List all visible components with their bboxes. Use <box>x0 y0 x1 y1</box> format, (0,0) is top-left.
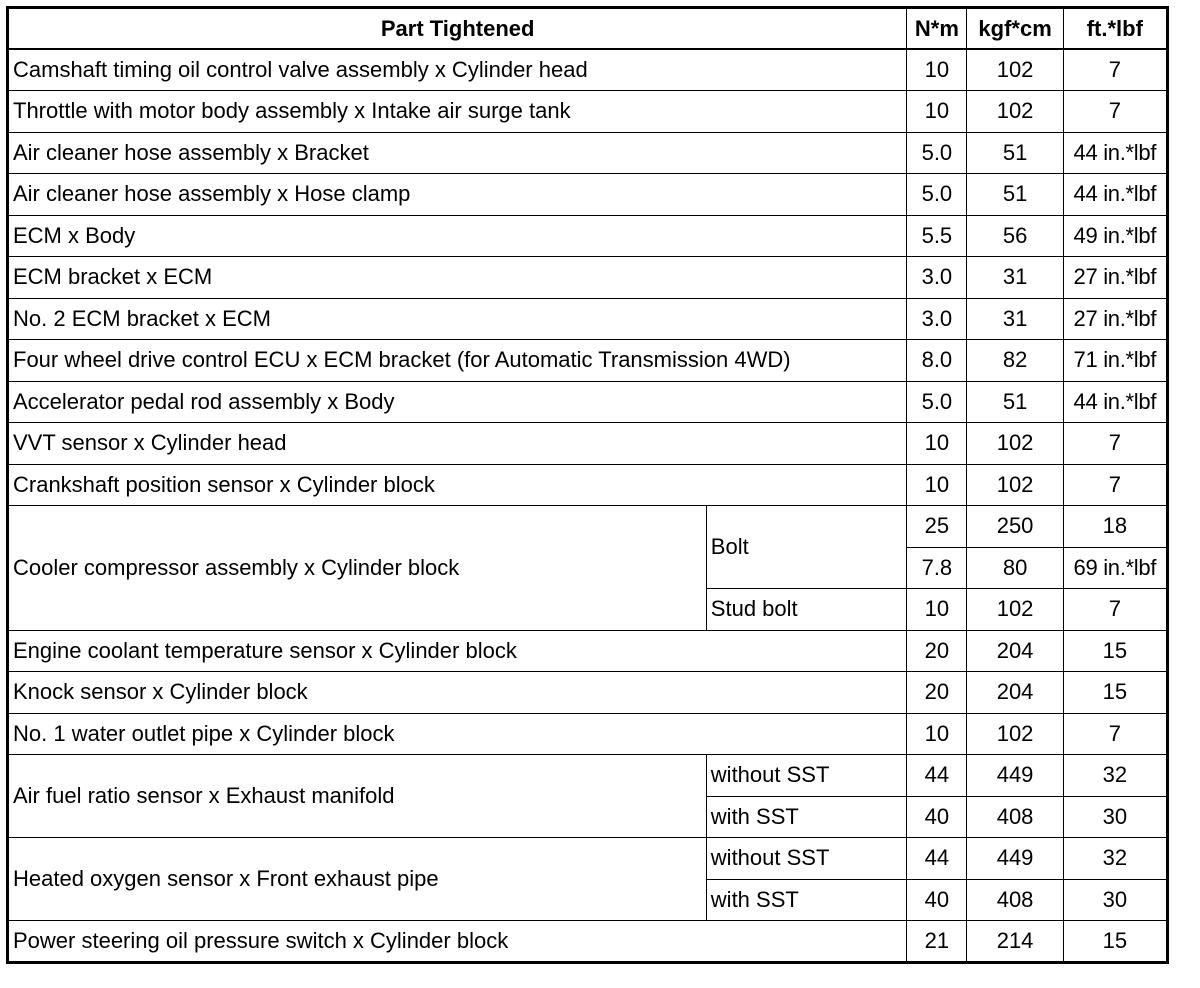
condition-cell: Stud bolt <box>706 589 907 631</box>
table-row <box>8 464 1168 506</box>
part-cell: ECM x Body <box>8 215 907 257</box>
kgf-cell: 102 <box>967 589 1063 631</box>
part-cell: Four wheel drive control ECU x ECM bracket (for Automatic Transmission 4WD) <box>8 340 907 382</box>
table-row <box>8 755 1168 797</box>
nm-cell: 7.8 <box>907 547 967 589</box>
nm-cell: 40 <box>907 796 967 838</box>
part-cell: Camshaft timing oil control valve assembly x Cylinder head <box>8 49 907 91</box>
header-nm: N*m <box>907 8 967 50</box>
kgf-cell: 449 <box>967 755 1063 797</box>
kgf-cell: 56 <box>967 215 1063 257</box>
ftlbf-cell: 32 <box>1063 755 1167 797</box>
part-cell: No. 1 water outlet pipe x Cylinder block <box>8 713 907 755</box>
kgf-cell: 204 <box>967 630 1063 672</box>
part-cell: Heated oxygen sensor x Front exhaust pipe <box>8 838 707 921</box>
condition-cell: without SST <box>706 838 907 880</box>
table-row <box>8 91 1168 133</box>
condition-cell: with SST <box>706 879 907 921</box>
kgf-cell: 51 <box>967 132 1063 174</box>
ftlbf-cell: 7 <box>1063 464 1167 506</box>
kgf-cell: 31 <box>967 257 1063 299</box>
torque-spec-table <box>6 6 1169 964</box>
header-row <box>8 8 1168 50</box>
ftlbf-cell: 30 <box>1063 796 1167 838</box>
nm-cell: 25 <box>907 506 967 548</box>
part-cell: VVT sensor x Cylinder head <box>8 423 907 465</box>
ftlbf-cell: 15 <box>1063 630 1167 672</box>
ftlbf-cell: 44 in.*lbf <box>1063 174 1167 216</box>
nm-cell: 20 <box>907 630 967 672</box>
header-ft-lbf: ft.*lbf <box>1063 8 1167 50</box>
table-row <box>8 838 1168 880</box>
ftlbf-cell: 7 <box>1063 589 1167 631</box>
kgf-cell: 250 <box>967 506 1063 548</box>
kgf-cell: 102 <box>967 423 1063 465</box>
kgf-cell: 408 <box>967 879 1063 921</box>
kgf-cell: 449 <box>967 838 1063 880</box>
part-cell: Air fuel ratio sensor x Exhaust manifold <box>8 755 707 838</box>
table-row <box>8 672 1168 714</box>
nm-cell: 10 <box>907 423 967 465</box>
ftlbf-cell: 44 in.*lbf <box>1063 381 1167 423</box>
part-cell: Cooler compressor assembly x Cylinder block <box>8 506 707 631</box>
nm-cell: 10 <box>907 589 967 631</box>
part-cell: Air cleaner hose assembly x Hose clamp <box>8 174 907 216</box>
nm-cell: 10 <box>907 713 967 755</box>
table-row <box>8 298 1168 340</box>
table-row <box>8 49 1168 91</box>
ftlbf-cell: 71 in.*lbf <box>1063 340 1167 382</box>
ftlbf-cell: 18 <box>1063 506 1167 548</box>
nm-cell: 5.0 <box>907 174 967 216</box>
nm-cell: 5.0 <box>907 132 967 174</box>
kgf-cell: 204 <box>967 672 1063 714</box>
nm-cell: 8.0 <box>907 340 967 382</box>
kgf-cell: 80 <box>967 547 1063 589</box>
nm-cell: 44 <box>907 838 967 880</box>
kgf-cell: 102 <box>967 713 1063 755</box>
table-row <box>8 215 1168 257</box>
part-cell: Throttle with motor body assembly x Intake air surge tank <box>8 91 907 133</box>
ftlbf-cell: 7 <box>1063 423 1167 465</box>
table-row <box>8 381 1168 423</box>
nm-cell: 10 <box>907 464 967 506</box>
nm-cell: 3.0 <box>907 257 967 299</box>
ftlbf-cell: 32 <box>1063 838 1167 880</box>
table-row <box>8 713 1168 755</box>
table-row <box>8 257 1168 299</box>
header-part-tightened: Part Tightened <box>8 8 907 50</box>
ftlbf-cell: 7 <box>1063 713 1167 755</box>
part-cell: Engine coolant temperature sensor x Cylinder block <box>8 630 907 672</box>
ftlbf-cell: 49 in.*lbf <box>1063 215 1167 257</box>
table-row <box>8 174 1168 216</box>
table-row <box>8 921 1168 963</box>
part-cell: No. 2 ECM bracket x ECM <box>8 298 907 340</box>
kgf-cell: 102 <box>967 91 1063 133</box>
ftlbf-cell: 69 in.*lbf <box>1063 547 1167 589</box>
ftlbf-cell: 27 in.*lbf <box>1063 298 1167 340</box>
nm-cell: 44 <box>907 755 967 797</box>
ftlbf-cell: 7 <box>1063 91 1167 133</box>
nm-cell: 20 <box>907 672 967 714</box>
part-cell: Crankshaft position sensor x Cylinder block <box>8 464 907 506</box>
kgf-cell: 102 <box>967 464 1063 506</box>
table-row <box>8 506 1168 548</box>
kgf-cell: 408 <box>967 796 1063 838</box>
condition-cell: Bolt <box>706 506 907 589</box>
nm-cell: 40 <box>907 879 967 921</box>
kgf-cell: 51 <box>967 174 1063 216</box>
part-cell: Knock sensor x Cylinder block <box>8 672 907 714</box>
nm-cell: 3.0 <box>907 298 967 340</box>
condition-cell: with SST <box>706 796 907 838</box>
part-cell: Air cleaner hose assembly x Bracket <box>8 132 907 174</box>
kgf-cell: 214 <box>967 921 1063 963</box>
ftlbf-cell: 44 in.*lbf <box>1063 132 1167 174</box>
nm-cell: 10 <box>907 49 967 91</box>
nm-cell: 5.0 <box>907 381 967 423</box>
part-cell: ECM bracket x ECM <box>8 257 907 299</box>
kgf-cell: 31 <box>967 298 1063 340</box>
nm-cell: 21 <box>907 921 967 963</box>
nm-cell: 10 <box>907 91 967 133</box>
ftlbf-cell: 27 in.*lbf <box>1063 257 1167 299</box>
table-row <box>8 630 1168 672</box>
table-row <box>8 132 1168 174</box>
kgf-cell: 102 <box>967 49 1063 91</box>
condition-cell: without SST <box>706 755 907 797</box>
nm-cell: 5.5 <box>907 215 967 257</box>
part-cell: Accelerator pedal rod assembly x Body <box>8 381 907 423</box>
header-kgf-cm: kgf*cm <box>967 8 1063 50</box>
kgf-cell: 51 <box>967 381 1063 423</box>
table-row <box>8 423 1168 465</box>
table-row <box>8 340 1168 382</box>
ftlbf-cell: 7 <box>1063 49 1167 91</box>
kgf-cell: 82 <box>967 340 1063 382</box>
ftlbf-cell: 30 <box>1063 879 1167 921</box>
ftlbf-cell: 15 <box>1063 672 1167 714</box>
ftlbf-cell: 15 <box>1063 921 1167 963</box>
part-cell: Power steering oil pressure switch x Cylinder block <box>8 921 907 963</box>
